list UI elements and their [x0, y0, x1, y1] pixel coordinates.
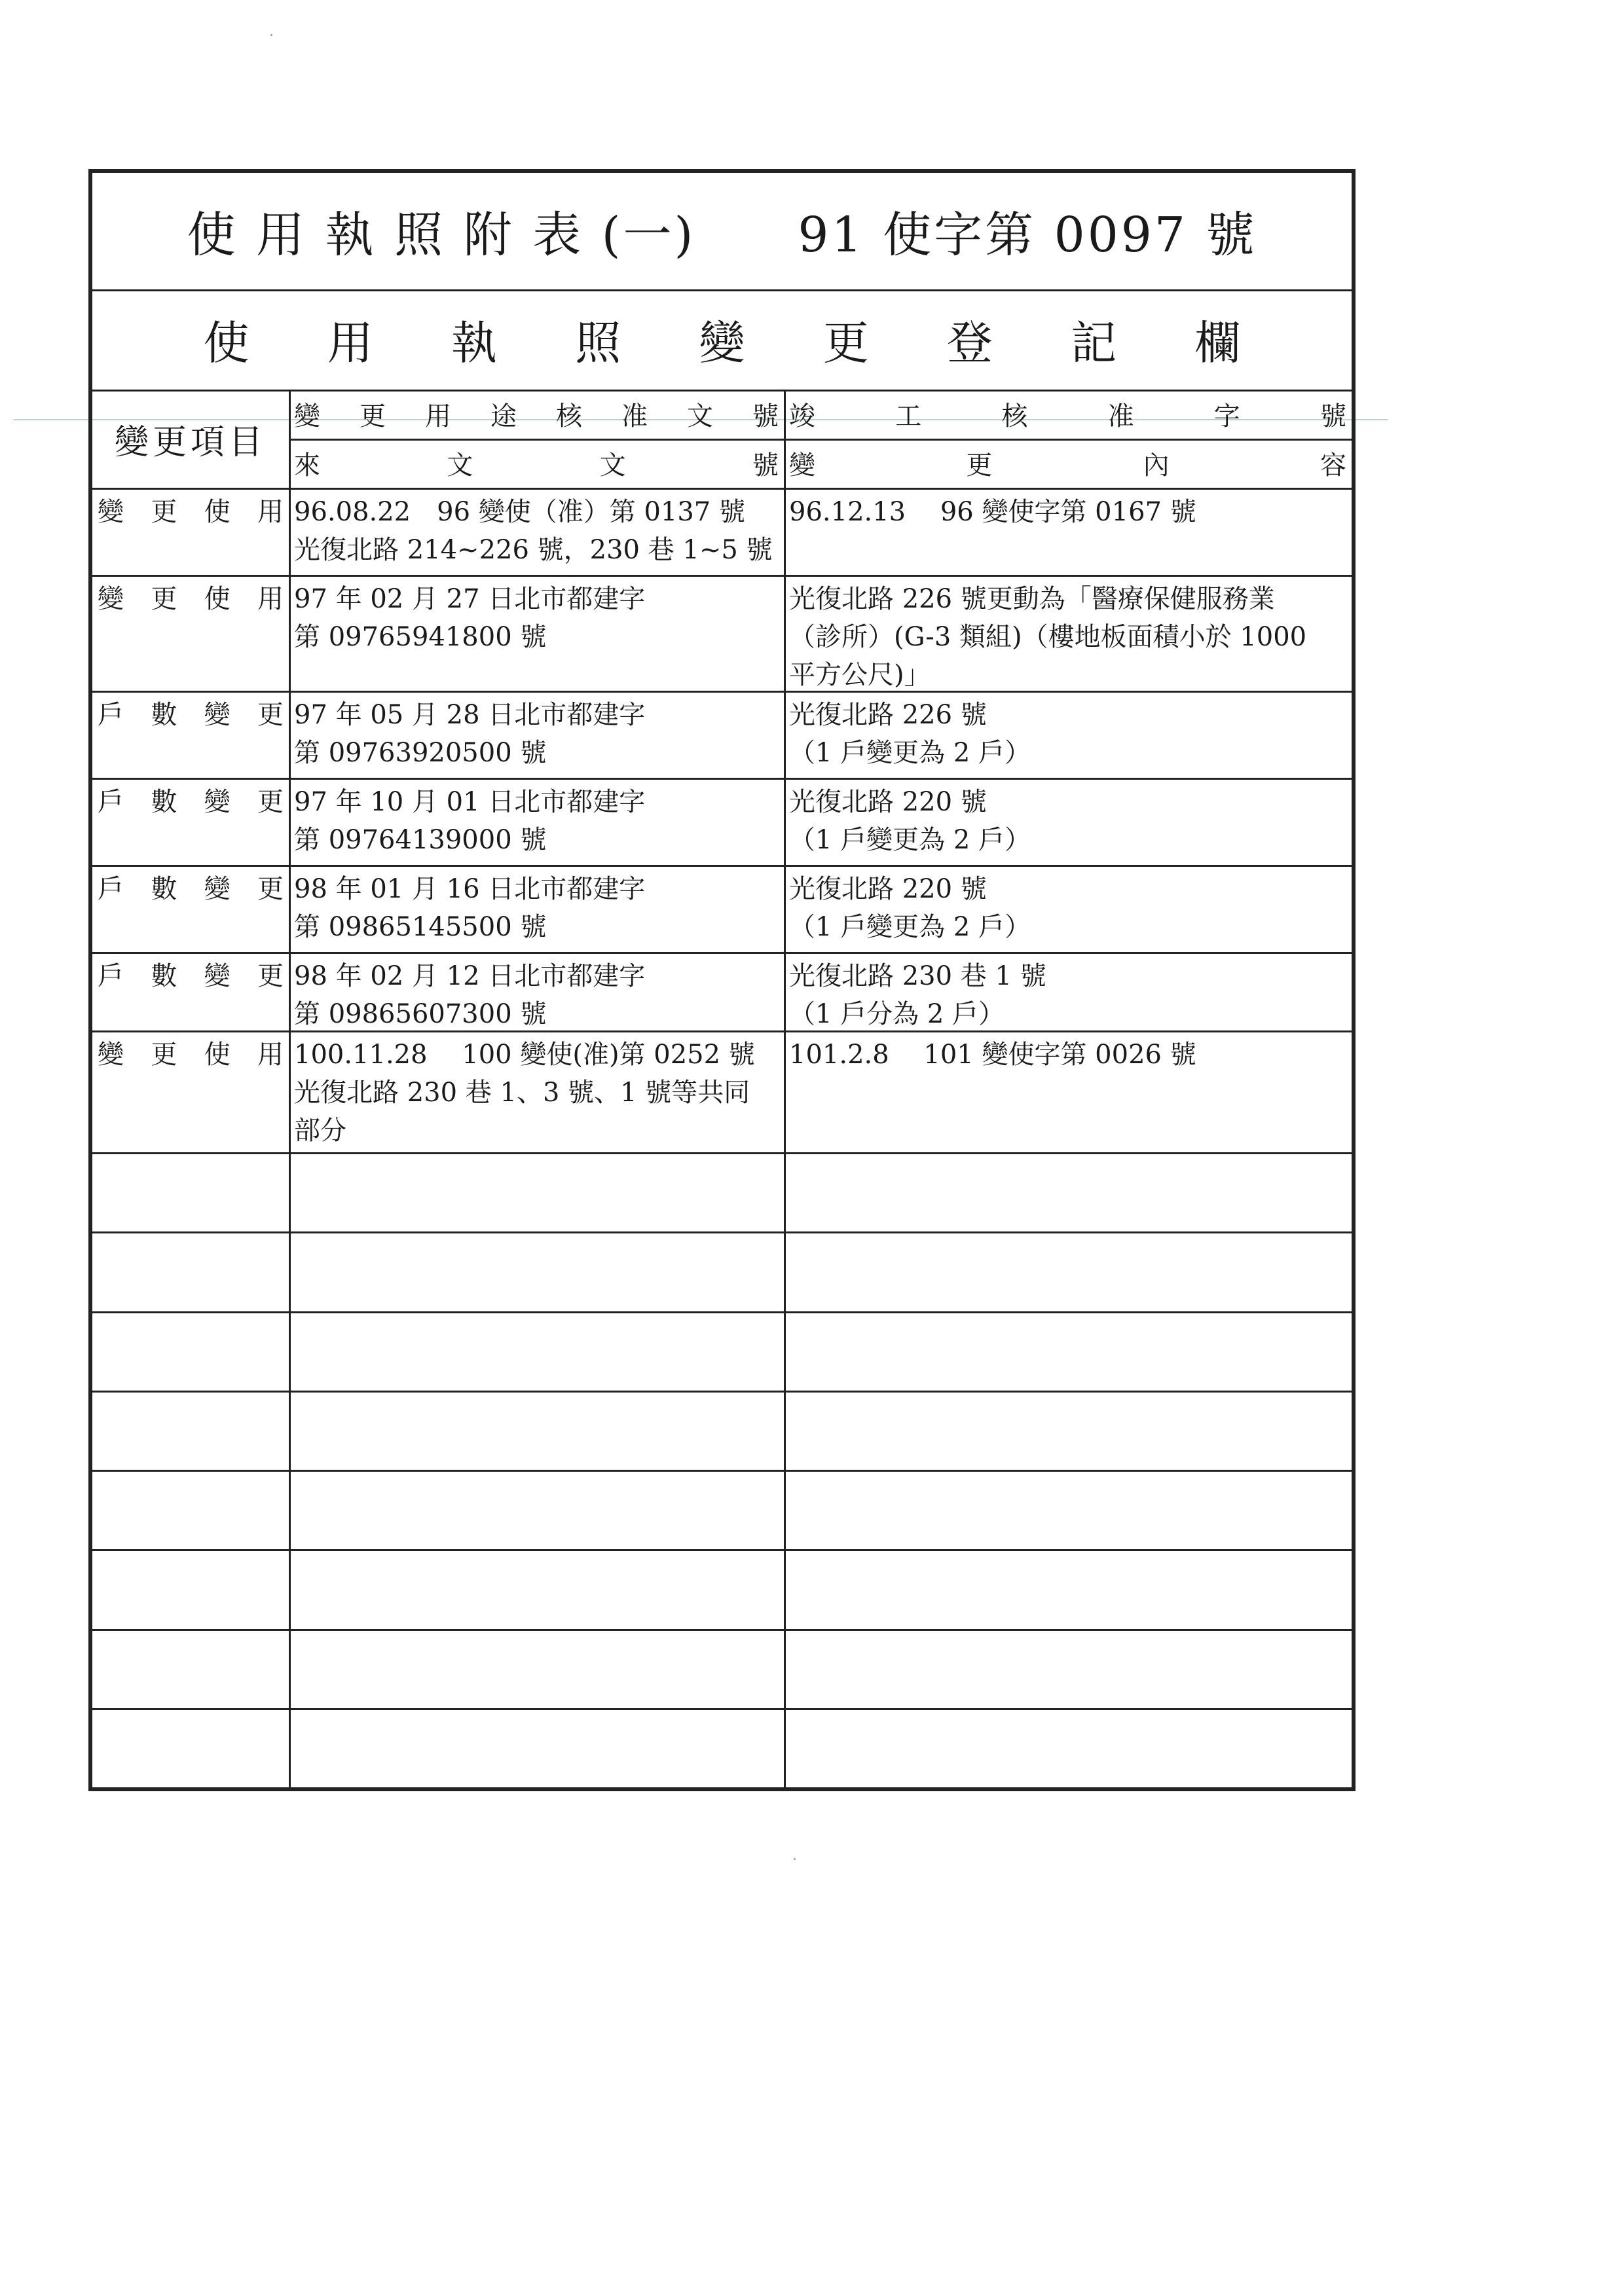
row-divider [92, 488, 1352, 490]
header-char: 准 [1107, 401, 1134, 431]
change-item-char: 更 [257, 700, 284, 730]
header-char: 途 [490, 401, 517, 431]
row-approval-doc: 98 年 01 月 16 日北市都建字 第 09865145500 號 [294, 874, 646, 942]
change-item-char: 數 [151, 874, 177, 904]
row-change-item [92, 783, 289, 821]
change-item-char: 變 [204, 700, 231, 730]
row-divider [92, 778, 1352, 780]
change-item-char: 更 [151, 497, 177, 527]
row-change-item [92, 870, 289, 908]
header-char: 竣 [789, 401, 815, 431]
change-item-char: 戶 [98, 961, 124, 991]
row-divider [92, 865, 1352, 867]
row-change-content: 光復北路 226 號 （1 戶變更為 2 戶） [789, 700, 1031, 768]
usage-permit-appendix-table [88, 169, 1356, 1791]
header-completion-approval-no [784, 390, 1352, 439]
column-divider [289, 390, 291, 1787]
change-item-char: 變 [204, 787, 231, 817]
row-approval-doc: 100.11.28 100 變使(准)第 0252 號 光復北路 230 巷 1、3 號、1 號等共同 部分 [294, 1040, 755, 1146]
row-change-item [92, 580, 289, 618]
section-title-char: 執 [451, 316, 498, 370]
header-char: 用 [425, 401, 451, 431]
header-char: 核 [1001, 401, 1028, 431]
change-item-char: 用 [257, 584, 284, 614]
change-item-char: 數 [151, 961, 177, 991]
section-title-char: 用 [327, 316, 373, 370]
change-item-char: 用 [257, 497, 284, 527]
change-item-char: 變 [204, 961, 231, 991]
row-divider [92, 1391, 1352, 1393]
section-title [92, 306, 1352, 373]
section-title-char: 記 [1071, 316, 1117, 370]
row-change-item [92, 696, 289, 734]
change-item-char: 用 [257, 1040, 284, 1070]
row-approval-doc: 97 年 02 月 27 日北市都建字 第 09765941800 號 [294, 584, 646, 652]
change-item-char: 更 [151, 584, 177, 614]
row-change-item [92, 1036, 289, 1074]
section-title-char: 照 [575, 316, 621, 370]
section-title-char: 使 [203, 316, 249, 370]
row-approval-doc: 97 年 10 月 01 日北市都建字 第 09764139000 號 [294, 787, 646, 855]
row-divider [92, 691, 1352, 693]
row-divider [92, 575, 1352, 577]
change-item-char: 戶 [98, 874, 124, 904]
change-item-char: 變 [98, 497, 124, 527]
header-inner-divider [289, 439, 1352, 441]
section-title-char: 登 [946, 316, 993, 370]
header-char: 變 [294, 401, 320, 431]
row-change-content: 光復北路 220 號 （1 戶變更為 2 戶） [789, 787, 1031, 855]
header-char: 准 [621, 401, 648, 431]
header-char: 核 [556, 401, 582, 431]
header-char: 號 [752, 450, 779, 481]
change-item-char: 更 [257, 961, 284, 991]
header-char: 文 [687, 401, 713, 431]
change-item-char: 使 [204, 584, 231, 614]
row-approval-doc: 96.08.22 96 變使（准）第 0137 號 光復北路 214~226 號，230 巷 1~5 號 [294, 497, 773, 565]
row-divider [92, 1152, 1352, 1154]
row-change-content: 光復北路 220 號 （1 戶變更為 2 戶） [789, 874, 1031, 942]
header-char: 字 [1213, 401, 1240, 431]
change-item-char: 更 [257, 874, 284, 904]
column-divider [784, 390, 786, 1787]
row-divider [92, 1708, 1352, 1710]
row-change-content: 光復北路 226 號更動為「醫療保健服務業 （診所）(G-3 類組)（樓地板面積小於 1000 平方公尺)」 [789, 584, 1307, 690]
row-change-content: 96.12.13 96 變使字第 0167 號 [789, 497, 1196, 527]
change-item-char: 數 [151, 787, 177, 817]
row-change-item [92, 957, 289, 995]
change-item-char: 更 [257, 787, 284, 817]
header-char: 容 [1320, 450, 1346, 481]
header-char: 更 [966, 450, 993, 481]
section-title-char: 更 [822, 316, 869, 370]
section-title-char: 欄 [1194, 316, 1241, 370]
header-char: 號 [752, 401, 779, 431]
change-item-char: 變 [98, 1040, 124, 1070]
scan-speck [270, 34, 272, 36]
header-incoming-doc-no [289, 439, 784, 488]
row-divider [92, 1231, 1352, 1233]
change-item-char: 變 [204, 874, 231, 904]
row-change-item [92, 493, 289, 531]
header-char: 內 [1143, 450, 1170, 481]
change-item-char: 更 [151, 1040, 177, 1070]
row-approval-doc: 97 年 05 月 28 日北市都建字 第 09763920500 號 [294, 700, 646, 768]
section-row [92, 289, 1352, 392]
change-item-char: 使 [204, 497, 231, 527]
row-divider [92, 1311, 1352, 1313]
header-change-approval-no [289, 390, 784, 439]
header-change-content [784, 439, 1352, 488]
title-row [92, 173, 1352, 291]
header-char: 號 [1320, 401, 1346, 431]
section-title-char: 變 [699, 316, 745, 370]
row-change-content: 101.2.8 101 變使字第 0026 號 [789, 1040, 1196, 1070]
change-item-char: 數 [151, 700, 177, 730]
row-divider [92, 952, 1352, 954]
row-divider [92, 1629, 1352, 1631]
header-char: 來 [294, 450, 320, 481]
header-char: 文 [447, 450, 473, 481]
header-char: 更 [360, 401, 386, 431]
header-char: 文 [599, 450, 626, 481]
row-divider [92, 1470, 1352, 1472]
header-change-item: 變更項目 [114, 422, 267, 462]
scan-speck [794, 1858, 796, 1860]
change-item-char: 使 [204, 1040, 231, 1070]
change-item-char: 變 [98, 584, 124, 614]
change-register-grid [92, 390, 1352, 1787]
change-item-char: 戶 [98, 700, 124, 730]
document-title: 使 用 執 照 附 表 (一) 91 使字第 0097 號 [187, 207, 1257, 263]
row-change-content: 光復北路 230 巷 1 號 （1 戶分為 2 戶） [789, 961, 1046, 1029]
row-divider [92, 1549, 1352, 1551]
header-char: 變 [789, 450, 815, 481]
header-char: 工 [895, 401, 922, 431]
change-item-char: 戶 [98, 787, 124, 817]
row-divider [92, 1030, 1352, 1032]
row-approval-doc: 98 年 02 月 12 日北市都建字 第 09865607300 號 [294, 961, 646, 1029]
